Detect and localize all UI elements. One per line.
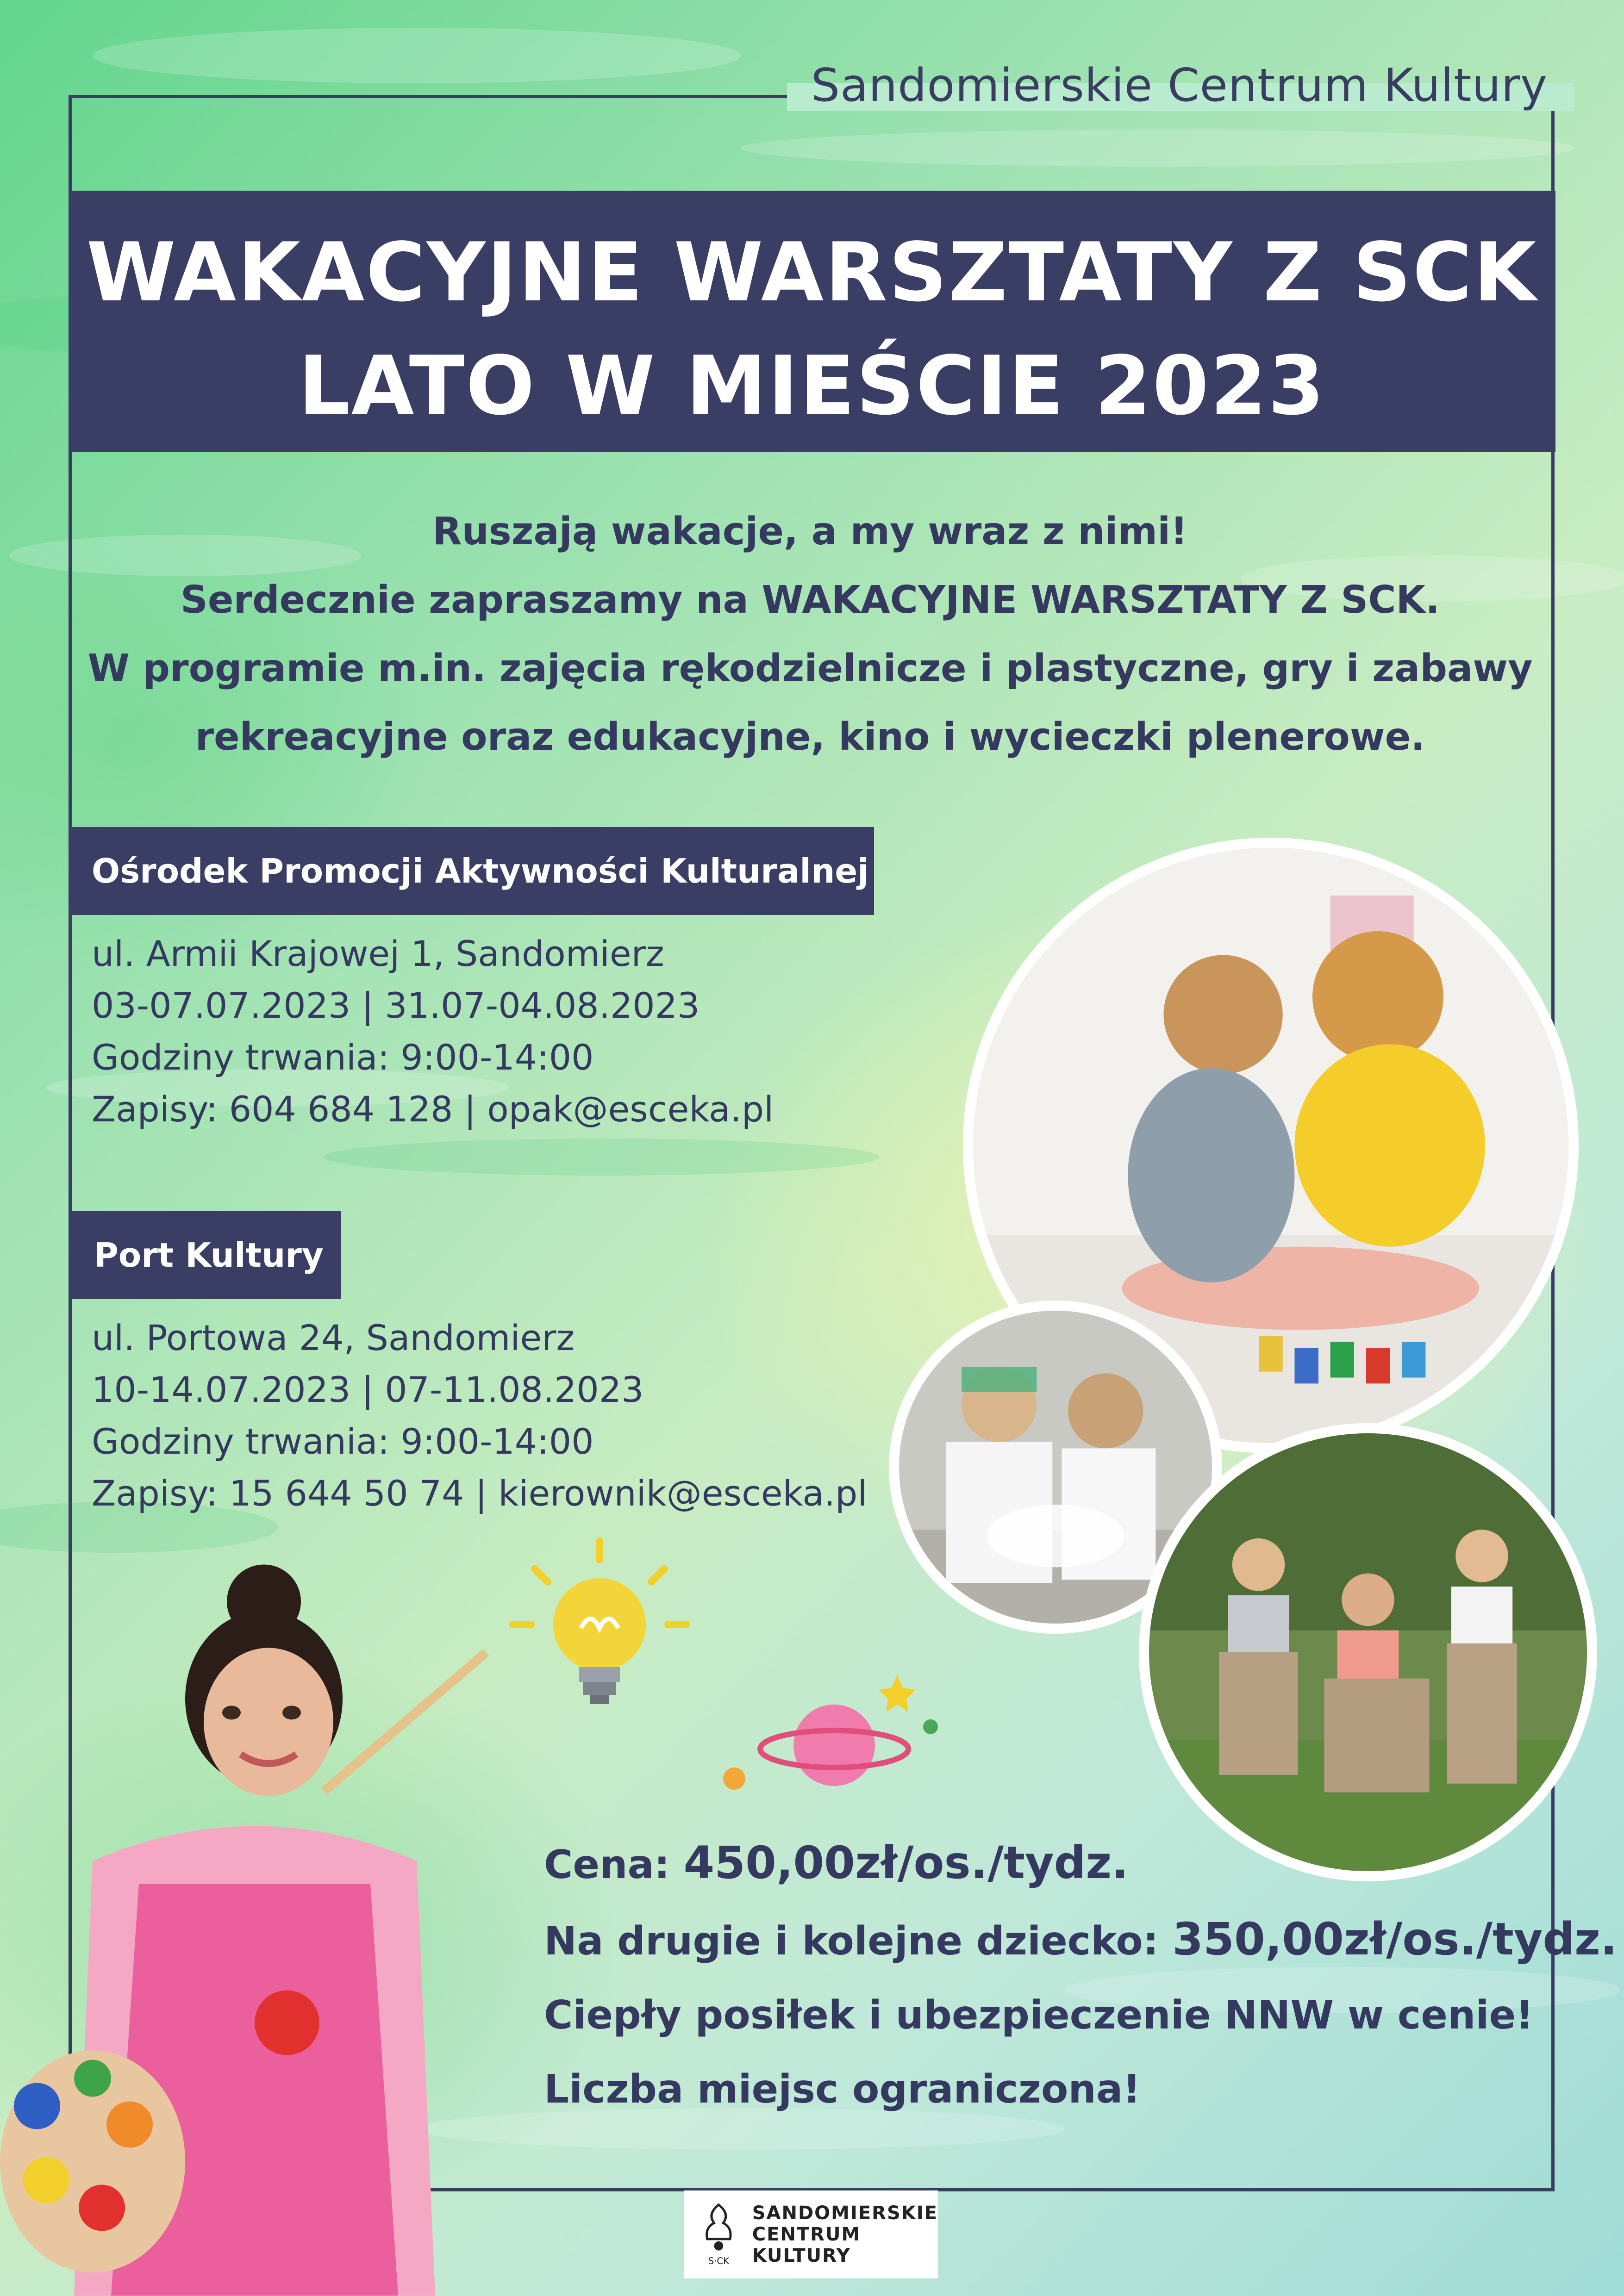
photo-sack-race xyxy=(1139,1423,1597,1881)
title-line-1: WAKACYJNE WARSZTATY Z SCK xyxy=(86,226,1538,320)
venue-2-address: ul. Portowa 24, Sandomierz xyxy=(92,1317,575,1358)
planet-icon xyxy=(708,1652,949,1805)
venue-1-details xyxy=(92,928,774,1135)
girl-painter-illustration xyxy=(0,1560,523,2296)
venue-1-dates: 03-07.07.2023 | 31.07-04.08.2023 xyxy=(92,985,700,1026)
sck-logo-text xyxy=(752,2203,938,2266)
venue-1-label: Ośrodek Promocji Aktywności Kulturalnej xyxy=(69,827,874,915)
price-label: Cena: xyxy=(544,1842,684,1888)
venue-2-hours: Godziny trwania: 9:00-14:00 xyxy=(92,1421,594,1462)
logo-line-3: KULTURY xyxy=(752,2245,851,2266)
sck-logo-mark: S·CK xyxy=(708,2256,730,2267)
intro-line-1: Ruszają wakacje, a my wraz z nimi! xyxy=(432,510,1188,554)
venue-2-signup: Zapisy: 15 644 50 74 | kierownik@esceka.pl xyxy=(92,1473,868,1514)
venue-1-signup: Zapisy: 604 684 128 | opak@esceka.pl xyxy=(92,1089,774,1130)
price-line xyxy=(544,1826,1618,1902)
intro-text xyxy=(79,498,1542,772)
second-child-label: Na drugie i kolejne dziecko: xyxy=(544,1918,1173,1964)
logo-line-2: CENTRUM xyxy=(752,2224,861,2245)
intro-line-3: W programie m.in. zajęcia rękodzielnicze i plastyczne, gry i zabawy xyxy=(87,647,1533,691)
venue-1-address: ul. Armii Krajowej 1, Sandomierz xyxy=(92,933,664,974)
organization-name: Sandomierskie Centrum Kultury xyxy=(811,59,1548,112)
intro-line-2: Serdecznie zapraszamy na WAKACYJNE WARSZTATY Z SCK. xyxy=(180,578,1440,622)
title-line-2: LATO W MIEŚCIE 2023 xyxy=(298,339,1326,433)
pricing-info xyxy=(544,1826,1618,2127)
sck-logo xyxy=(684,2190,938,2278)
second-child-price-value: 350,00zł/os./tydz. xyxy=(1172,1913,1618,1965)
sck-logo-icon xyxy=(693,2200,744,2269)
venue-1-hours: Godziny trwania: 9:00-14:00 xyxy=(92,1037,594,1078)
price-value: 450,00zł/os./tydz. xyxy=(683,1837,1129,1889)
venue-2-details xyxy=(92,1312,867,1519)
second-child-price-line xyxy=(544,1902,1618,1979)
limit-note: Liczba miejsc ograniczona! xyxy=(544,2066,1141,2112)
venue-2-label: Port Kultury xyxy=(69,1211,341,1299)
meal-note: Ciepły posiłek i ubezpieczenie NNW w cenie! xyxy=(544,1992,1534,2038)
intro-line-4: rekreacyjne oraz edukacyjne, kino i wycieczki plenerowe. xyxy=(195,715,1425,759)
logo-line-1: SANDOMIERSKIE xyxy=(752,2203,938,2224)
venue-2-dates: 10-14.07.2023 | 07-11.08.2023 xyxy=(92,1369,644,1410)
title-banner xyxy=(69,191,1555,452)
lightbulb-icon xyxy=(498,1532,701,1726)
